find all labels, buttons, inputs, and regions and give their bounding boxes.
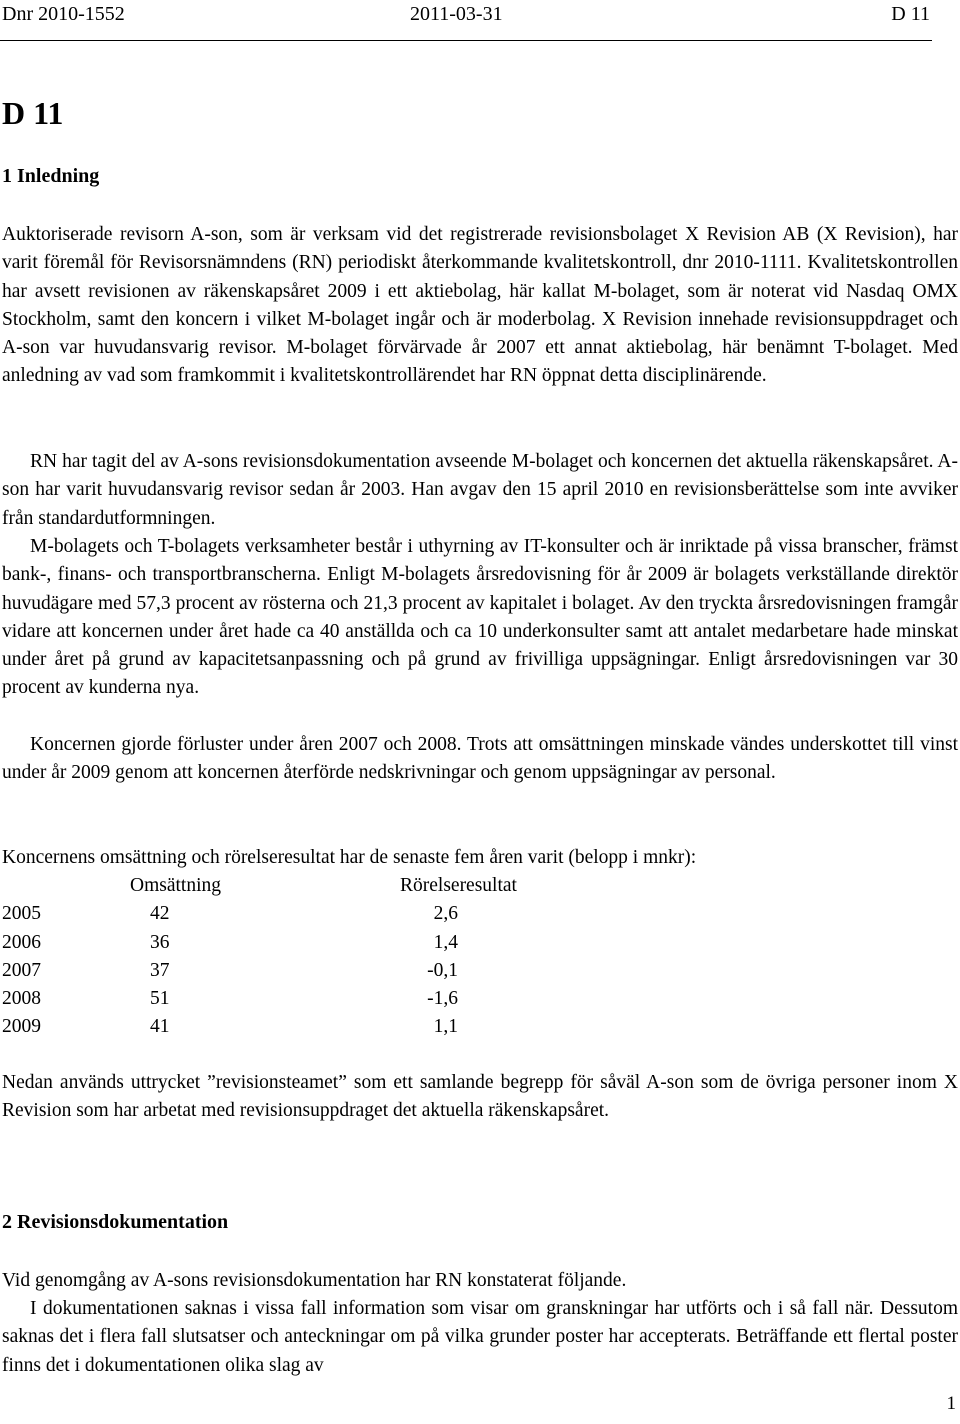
cell-rorelseresultat: 1,4 — [433, 931, 458, 953]
table-intro: Koncernens omsättning och rörelseresultat har de senaste fem åren varit (belopp i mnkr): — [2, 847, 697, 868]
paragraph-review-findings: Vid genomgång av A-sons revisionsdokumentation har RN konstaterat följande. — [2, 1270, 627, 1291]
page-title: D 11 — [2, 95, 64, 131]
table-header-row — [2, 872, 562, 900]
cell-rorelseresultat: 1,1 — [433, 1016, 458, 1038]
table-row — [2, 985, 562, 1013]
cell-rorelseresultat: -0,1 — [427, 959, 458, 981]
cell-omsattning: 36 — [150, 931, 170, 953]
paragraph-rn-review: RN har tagit del av A-sons revisionsdokumentation avseende M-bolaget och koncernen det aktuella räkenskapsåret. A-son har varit huvudansvarig revisor sedan år 2003. Han avgav den 15 april 2010 en revisionsberättelse som inte avviker från standardutformningen. — [2, 451, 958, 529]
table-row — [2, 957, 562, 985]
section-heading-inledning: 1 Inledning — [2, 165, 100, 187]
paragraph-business: M-bolagets och T-bolagets verksamheter består i uthyrning av IT-konsulter och är inriktade på vissa branscher, främst bank-, finans- och transportbranscherna. Enligt M-bolagets årsredovisning för år 2009 är bolagets verkställande direktör huvudägare med 57,3 procent av rösterna och 21,3 procent av kapitalet i bolaget. Av den tryckta årsredovisningen framgår vidare att koncernen under året hade ca 40 anställda och ca 10 underkonsulter samt att antalet medarbetare hade minskat under året på grund av kapacitetsanpassning och på grund av frivilliga uppsägningar. Enligt årsredovisningen var 30 procent av kunderna nya. — [2, 536, 958, 699]
cell-year: 2009 — [2, 1016, 41, 1038]
paragraph-intro: Auktoriserade revisorn A-son, som är verksam vid det registrerade revisionsbolaget X Revision AB (X Revision), har varit föremål för Revisorsnämndens (RN) periodiskt återkommande kvalitetskontroll, dnr 2010-1111. Kvalitetskontrollen har avsett revisionen av räkenskapsåret 2009 i ett aktiebolag, här kallat M-bolaget, som är noterat vid Nasdaq OMX Stockholm, samt den koncern i vilket M-bolaget ingår och är moderbolag. X Revision innehade revisionsuppdraget och A-son var huvudansvarig revisor. M-bolaget förvärvade år 2007 ett annat aktiebolag, här benämnt T-bolaget. Med anledning av vad som framkommit i kvalitetskontrollärendet har RN öppnat detta disciplinärende. — [2, 224, 958, 387]
column-header-rorelseresultat: Rörelseresultat — [400, 875, 517, 896]
page-header — [0, 0, 932, 41]
cell-rorelseresultat: -1,6 — [427, 988, 458, 1010]
cell-omsattning: 51 — [150, 988, 170, 1010]
cell-omsattning: 41 — [150, 1016, 170, 1038]
paragraph-revisionsteamet: Nedan används uttrycket ”revisionsteamet” som ett samlande begrepp för såväl A-son som de övriga personer inom X Revision som har arbetat med revisionsuppdraget det aktuella räkenskapsåret. — [2, 1072, 958, 1122]
table-row — [2, 929, 562, 957]
section-heading-revisionsdokumentation: 2 Revisionsdokumentation — [2, 1211, 229, 1233]
cell-year: 2006 — [2, 931, 41, 953]
header-dnr: Dnr 2010-1552 — [2, 3, 125, 25]
paragraph-losses: Koncernen gjorde förluster under åren 2007 och 2008. Trots att omsättningen minskade vändes underskottet till vinst under år 2009 genom att koncernen återförde nedskrivningar och genom uppsägningar av personal. — [2, 734, 958, 784]
table-row — [2, 900, 562, 928]
cell-year: 2008 — [2, 988, 41, 1010]
cell-year: 2007 — [2, 959, 41, 981]
page-number: 1 — [946, 1393, 956, 1414]
header-doc-id: D 11 — [891, 3, 930, 25]
cell-omsattning: 37 — [150, 959, 170, 981]
header-date: 2011-03-31 — [410, 3, 503, 25]
column-header-omsattning: Omsättning — [130, 875, 221, 896]
table-row — [2, 1013, 562, 1041]
cell-year: 2005 — [2, 903, 41, 925]
cell-rorelseresultat: 2,6 — [433, 903, 458, 925]
paragraph-documentation-gaps: I dokumentationen saknas i vissa fall information som visar om granskningar har utförts och i så fall när. Dessutom saknas det i flera fall slutsatser och anteckningar om på vilka grunder poster har accepterats. Beträffande ett flertal poster finns det i dokumentationen olika slag av — [2, 1298, 958, 1376]
cell-omsattning: 42 — [150, 903, 170, 925]
financial-table — [2, 872, 562, 1042]
